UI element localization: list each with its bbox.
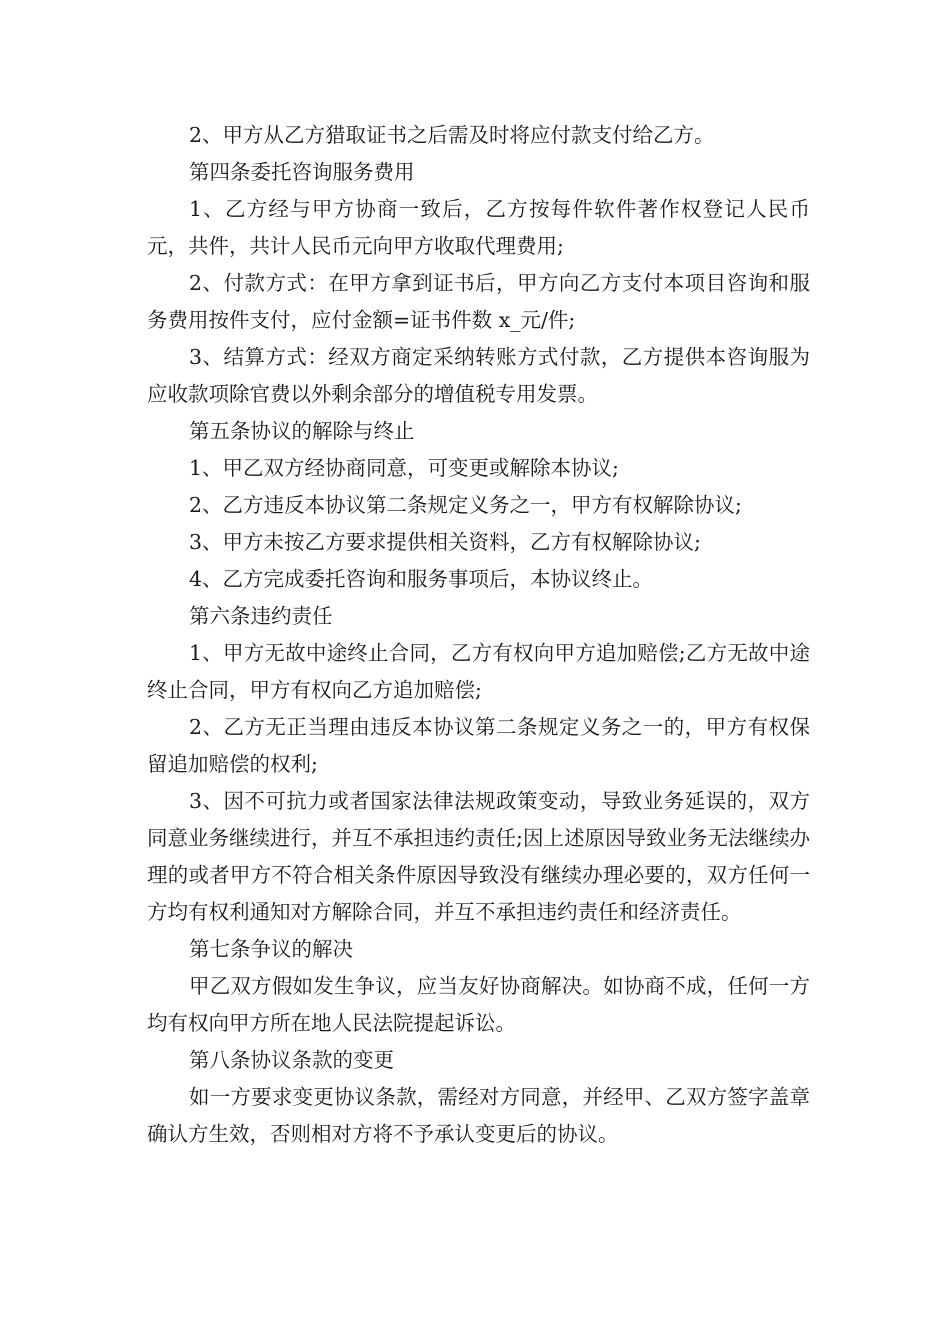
article-5-heading: 第五条协议的解除与终止 <box>189 419 415 443</box>
article-5-item-1: 1、甲乙双方经协商同意，可变更或解除本协议; <box>189 456 619 480</box>
article-7-body: 甲乙双方假如发生争议，应当友好协商解决。如协商不成，任何一方均有权向甲方所在地人民法院提起诉讼。 <box>147 974 810 1035</box>
article-8-body: 如一方要求变更协议条款，需经对方同意，并经甲、乙双方签字盖章确认方生效，否则相对方将不予承认变更后的协议。 <box>147 1085 810 1146</box>
document-body <box>147 117 810 1153</box>
article-6-heading: 第六条违约责任 <box>189 604 333 628</box>
article-5-item-4: 4、乙方完成委托咨询和服务事项后，本协议终止。 <box>189 567 654 591</box>
article-6-item-1: 1、甲方无故中途终止合同，乙方有权向甲方追加赔偿;乙方无故中途终止合同，甲方有权向乙方追加赔偿; <box>147 641 810 702</box>
article-4-item-3: 3、结算方式：经双方商定采纳转账方式付款，乙方提供本咨询服为应收款项除官费以外剩余部分的增值税专用发票。 <box>147 345 810 406</box>
article-7-heading: 第七条争议的解决 <box>189 937 353 961</box>
article-4-item-2: 2、付款方式：在甲方拿到证书后，甲方向乙方支付本项目咨询和服务费用按件支付，应付金额=证书件数 x_元/件; <box>147 271 810 332</box>
article-6-item-2: 2、乙方无正当理由违反本协议第二条规定义务之一的，甲方有权保留追加赔偿的权利; <box>147 715 810 776</box>
article-4-heading: 第四条委托咨询服务费用 <box>189 160 415 184</box>
article-8-heading: 第八条协议条款的变更 <box>189 1048 394 1072</box>
article-5-item-3: 3、甲方未按乙方要求提供相关资料，乙方有权解除协议; <box>189 530 701 554</box>
article-4-item-1: 1、乙方经与甲方协商一致后，乙方按每件软件著作权登记人民币元，共件，共计人民币元向甲方收取代理费用; <box>147 197 810 258</box>
article-5-item-2: 2、乙方违反本协议第二条规定义务之一，甲方有权解除协议; <box>189 493 742 517</box>
article-6-item-3: 3、因不可抗力或者国家法律法规政策变动，导致业务延误的，双方同意业务继续进行，并互不承担违约责任;因上述原因导致业务无法继续办理的或者甲方不符合相关条件原因导致没有继续办理必要的，双方任何一方均有权利通知对方解除合同，并互不承担违约责任和经济责任。 <box>147 789 810 924</box>
clause-4-item-2-cont: 2、甲方从乙方猎取证书之后需及时将应付款支付给乙方。 <box>189 123 715 147</box>
